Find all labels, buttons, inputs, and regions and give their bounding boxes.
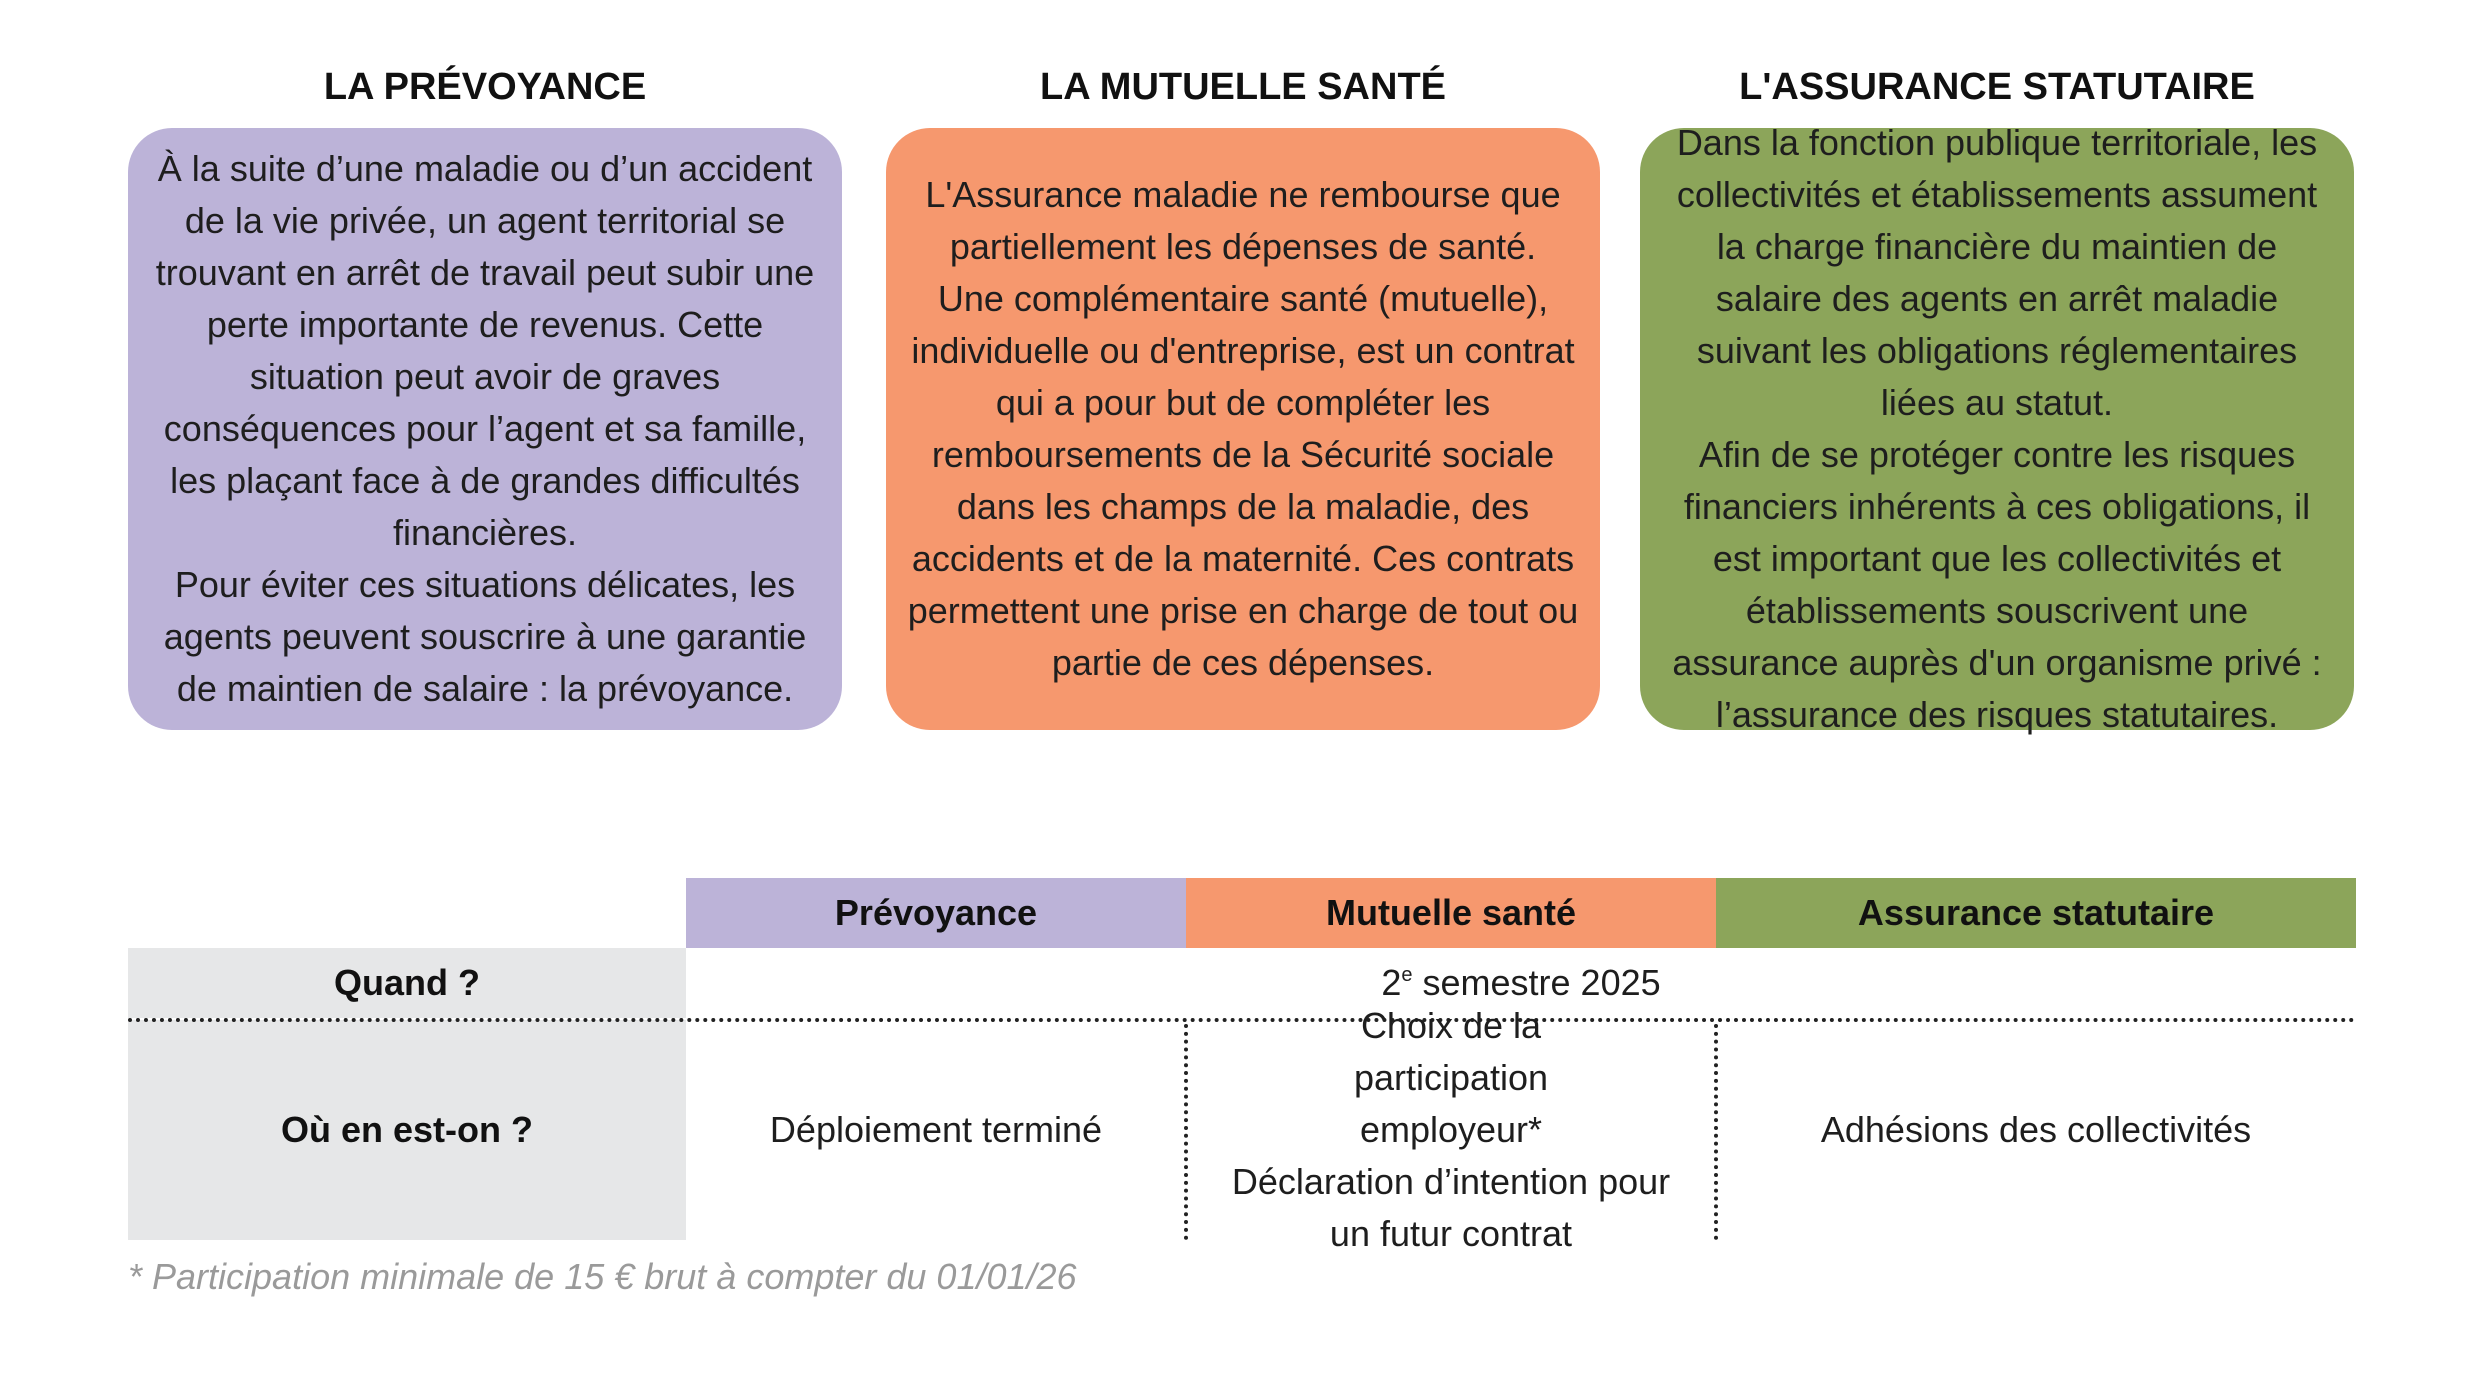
card-statutaire xyxy=(1640,122,2354,735)
title-mutuelle: LA MUTUELLE SANTÉ xyxy=(1039,66,1446,108)
card-prevoyance xyxy=(128,128,842,730)
quand-number: 2 xyxy=(1381,962,1402,1003)
cell-ou-mutuelle-line: Déclaration d’intention pour un futur contrat xyxy=(1231,1161,1671,1254)
quand-superscript: e xyxy=(1401,964,1413,986)
cell-ou-mutuelle xyxy=(1186,1005,1716,1254)
table-header-mutuelle: Mutuelle santé xyxy=(1186,878,1716,948)
card-statutaire-paragraph: Dans la fonction publique territoriale, les collectivités et établissements assument la charge financière du maintien de salaire des agents en arrêt maladie suivant les obligations réglementaires liées au statut. xyxy=(1676,122,2318,423)
card-mutuelle xyxy=(886,128,1600,730)
card-prevoyance-paragraph: Pour éviter ces situations délicates, les agents peuvent souscrire à une garantie de maintien de salaire : la prévoyance. xyxy=(163,564,807,709)
card-mutuelle-paragraph: Une complémentaire santé (mutuelle), individuelle ou d'entreprise, est un contrat qui a pour but de compléter les remboursements de la Sécurité sociale dans les champs de la maladie, des accidents et de la maternité. Ces contrats permettent une prise en charge de tout ou partie de ces dépenses. xyxy=(907,278,1579,683)
cell-ou-prevoyance: Déploiement terminé xyxy=(769,1109,1103,1150)
card-statutaire-paragraph: Afin de se protéger contre les risques financiers inhérents à ces obligations, il est important que les collectivités et établissements souscrivent une assurance auprès d'un organisme privé : l’assurance des risques statutaires. xyxy=(1672,434,2322,735)
row-label-ou-en-est-on: Où en est-on ? xyxy=(128,1020,686,1240)
title-statutaire: L'ASSURANCE STATUTAIRE xyxy=(1739,66,2255,108)
title-prevoyance: LA PRÉVOYANCE xyxy=(323,66,647,108)
row-label-quand: Quand ? xyxy=(128,948,686,1018)
cell-ou-mutuelle-line: Choix de la participation employeur* xyxy=(1353,1005,1549,1150)
table-header-statutaire: Assurance statutaire xyxy=(1716,878,2356,948)
table-header-prevoyance: Prévoyance xyxy=(686,878,1186,948)
footnote: * Participation minimale de 15 € brut à compter du 01/01/26 xyxy=(128,1256,1077,1297)
card-mutuelle-paragraph: L'Assurance maladie ne rembourse que partiellement les dépenses de santé. xyxy=(925,174,1561,267)
card-prevoyance-paragraph: À la suite d’une maladie ou d’un accident de la vie privée, un agent territorial se trouvant en arrêt de travail peut subir une perte importante de revenus. Cette situation peut avoir de graves conséquences pour l’agent et sa famille, les plaçant face à de grandes difficultés financières. xyxy=(155,148,815,553)
quand-rest: semestre 2025 xyxy=(1412,962,1661,1003)
cell-ou-statutaire: Adhésions des collectivités xyxy=(1820,1109,2252,1150)
